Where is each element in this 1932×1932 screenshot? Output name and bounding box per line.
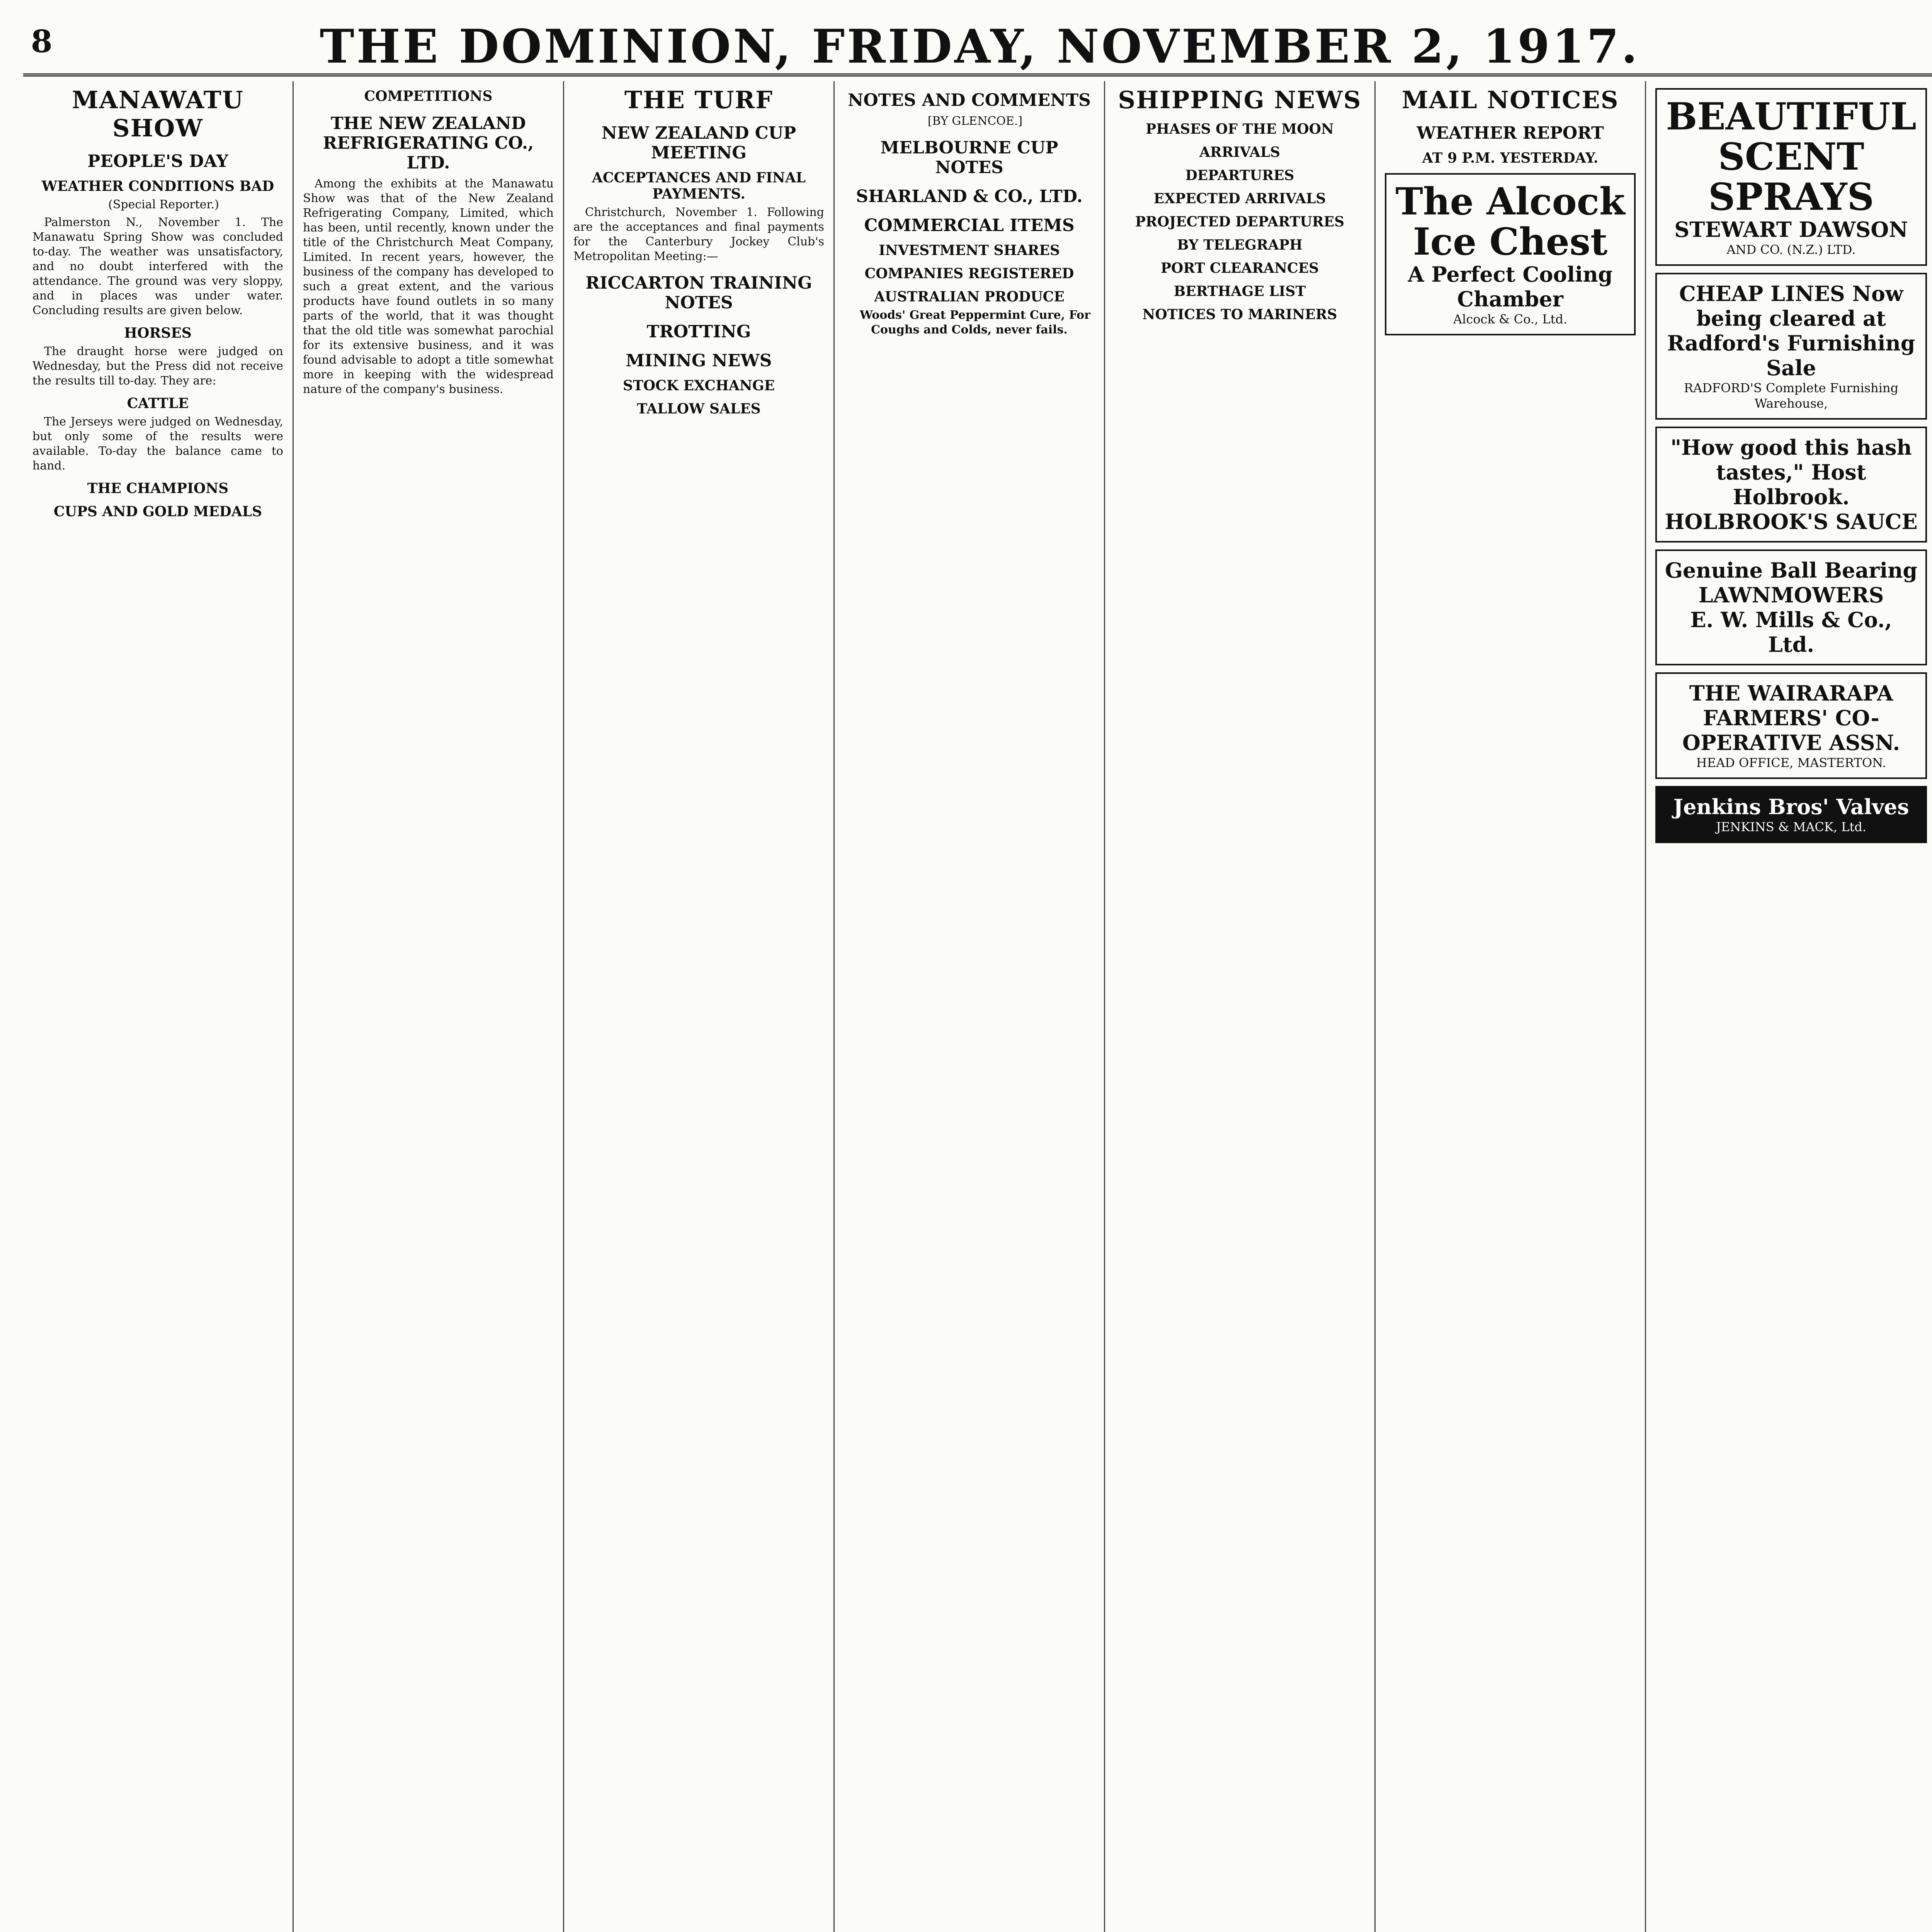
section-heading: COMPANIES REGISTERED bbox=[864, 265, 1074, 282]
section-heading: RICCARTON TRAINING NOTES bbox=[585, 273, 812, 313]
section-heading: CATTLE bbox=[127, 395, 189, 412]
ad-firm: Radford's Furnishing Sale bbox=[1667, 331, 1915, 380]
ad-firm-sub: AND CO. (N.Z.) LTD. bbox=[1726, 242, 1856, 257]
section-heading: TROTTING bbox=[646, 322, 751, 342]
columns bbox=[23, 81, 1932, 1932]
advertisement-scent bbox=[1655, 88, 1927, 266]
article-paragraph: Palmerston N., November 1. The Manawatu Spring Show was concluded to-day. The weather was unsatisfactory, and no doubt interfered with the attendance. The ground was very sloppy, and in places was under water. Concluding results are given below. bbox=[32, 216, 283, 317]
subheadline: ACCEPTANCES AND FINAL PAYMENTS. bbox=[592, 170, 806, 202]
column-4 bbox=[835, 81, 1105, 1932]
section-heading: STOCK EXCHANGE bbox=[622, 378, 775, 394]
headline: THE TURF bbox=[624, 86, 774, 114]
advertisement-alcock bbox=[1385, 173, 1636, 335]
ad-firm: JENKINS & MACK, Ltd. bbox=[1716, 820, 1866, 834]
advertisement-jenkins bbox=[1655, 786, 1927, 843]
section-heading: INVESTMENT SHARES bbox=[879, 242, 1060, 259]
ad-title: The Alcock Ice Chest bbox=[1395, 180, 1625, 264]
section-heading: BY TELEGRAPH bbox=[1177, 237, 1303, 253]
section-heading: HORSES bbox=[124, 325, 192, 341]
headline: THE NEW ZEALAND REFRIGERATING CO., LTD. bbox=[323, 114, 534, 173]
column-7 bbox=[1646, 81, 1932, 1932]
column-1 bbox=[23, 81, 294, 1932]
headline: NOTES AND COMMENTS bbox=[848, 90, 1091, 110]
headline: SHIPPING NEWS bbox=[1118, 86, 1362, 114]
ad-title: Genuine Ball Bearing LAWNMOWERS bbox=[1665, 558, 1918, 607]
ad-office: HEAD OFFICE, MASTERTON. bbox=[1696, 755, 1886, 770]
headline: MANAWATU SHOW bbox=[71, 86, 244, 142]
section-heading: COMMERCIAL ITEMS bbox=[864, 216, 1075, 235]
masthead-title: THE DOMINION, FRIDAY, NOVEMBER 2, 1917. bbox=[320, 19, 1640, 74]
column-2 bbox=[294, 81, 564, 1932]
section-heading: AT 9 P.M. YESTERDAY. bbox=[1422, 150, 1599, 166]
column-6 bbox=[1376, 81, 1646, 1932]
section-heading: BERTHAGE LIST bbox=[1173, 283, 1306, 299]
byline: (Special Reporter.) bbox=[108, 198, 219, 211]
ad-title: Jenkins Bros' Valves bbox=[1673, 794, 1909, 819]
article-paragraph: Christchurch, November 1. Following are the acceptances and final payments for the Canterbury Jockey Club's Metropolitan Meeting:— bbox=[573, 206, 824, 263]
ad-title: CHEAP LINES Now being cleared at bbox=[1679, 281, 1903, 331]
column-3 bbox=[564, 81, 835, 1932]
advertisement-lawnmowers bbox=[1655, 549, 1927, 665]
section-heading: ARRIVALS bbox=[1199, 144, 1280, 160]
ad-brand: HOLBROOK'S SAUCE bbox=[1665, 509, 1918, 534]
ad-footer: RADFORD'S Complete Furnishing Warehouse, bbox=[1684, 381, 1898, 411]
advertisement-radford bbox=[1655, 273, 1927, 420]
subheadline: NEW ZEALAND CUP MEETING bbox=[601, 123, 796, 163]
advertisement-holbrook bbox=[1655, 427, 1927, 543]
section-heading: SHARLAND & CO., LTD. bbox=[856, 187, 1083, 206]
ad-firm: E. W. Mills & Co., Ltd. bbox=[1690, 607, 1892, 657]
section-heading: AUSTRALIAN PRODUCE bbox=[874, 289, 1065, 305]
section-heading: CUPS AND GOLD MEDALS bbox=[53, 503, 262, 520]
section-heading: THE CHAMPIONS bbox=[87, 480, 229, 497]
headline: MAIL NOTICES bbox=[1401, 86, 1619, 114]
section-heading: WEATHER REPORT bbox=[1417, 123, 1604, 143]
ad-title: THE WAIRARAPA FARMERS' CO-OPERATIVE ASSN. bbox=[1682, 681, 1900, 755]
masthead bbox=[23, 15, 1932, 77]
article-paragraph: The Jerseys were judged on Wednesday, but only some of the results were available. To-day the balance came to hand. bbox=[32, 415, 283, 473]
section-heading: COMPETITIONS bbox=[364, 88, 493, 104]
ad-subtitle: A Perfect Cooling Chamber bbox=[1408, 262, 1613, 311]
page-number: 8 bbox=[31, 23, 53, 60]
section-heading: PHASES OF THE MOON bbox=[1146, 121, 1334, 137]
section-heading: PORT CLEARANCES bbox=[1160, 260, 1319, 276]
section-heading: MELBOURNE CUP NOTES bbox=[880, 138, 1058, 177]
section-heading: NOTICES TO MARINERS bbox=[1142, 306, 1337, 323]
ad-text: Woods' Great Peppermint Cure, For Coughs and Colds, never fails. bbox=[860, 308, 1090, 337]
article-paragraph: The draught horse were judged on Wednesday, but the Press did not receive the results till to-day. They are: bbox=[32, 345, 283, 388]
subheadline: PEOPLE'S DAY bbox=[87, 151, 228, 171]
ad-firm: STEWART DAWSON bbox=[1674, 217, 1908, 242]
section-heading: EXPECTED ARRIVALS bbox=[1153, 190, 1326, 207]
ad-firm: Alcock & Co., Ltd. bbox=[1453, 312, 1568, 327]
section-heading: MINING NEWS bbox=[626, 351, 772, 371]
section-heading: DEPARTURES bbox=[1185, 167, 1294, 184]
ad-title: BEAUTIFUL SCENT SPRAYS bbox=[1666, 95, 1917, 219]
column-5 bbox=[1105, 81, 1376, 1932]
article-paragraph: Among the exhibits at the Manawatu Show was that of the New Zealand Refrigerating Company, Limited, which has been, until recently, known under the title of the Christchurch Meat Company, Limited. In recent years, however, the business of the company has developed to such a great extent, and the various products have found outlets in so many parts of the world, that it was thought that the old title was somewhat parochial for its extensive business, and it was found advisable to adopt a title somewhat more in keeping with the widespread nature of the company's business. bbox=[303, 177, 554, 396]
subheadline: WEATHER CONDITIONS BAD bbox=[41, 178, 274, 194]
advertisement-wairarapa bbox=[1655, 672, 1927, 779]
section-heading: PROJECTED DEPARTURES bbox=[1135, 214, 1345, 230]
ad-title: "How good this hash tastes," Host Holbrook. bbox=[1670, 435, 1912, 509]
section-heading: TALLOW SALES bbox=[637, 401, 761, 417]
byline: [BY GLENCOE.] bbox=[927, 114, 1023, 128]
